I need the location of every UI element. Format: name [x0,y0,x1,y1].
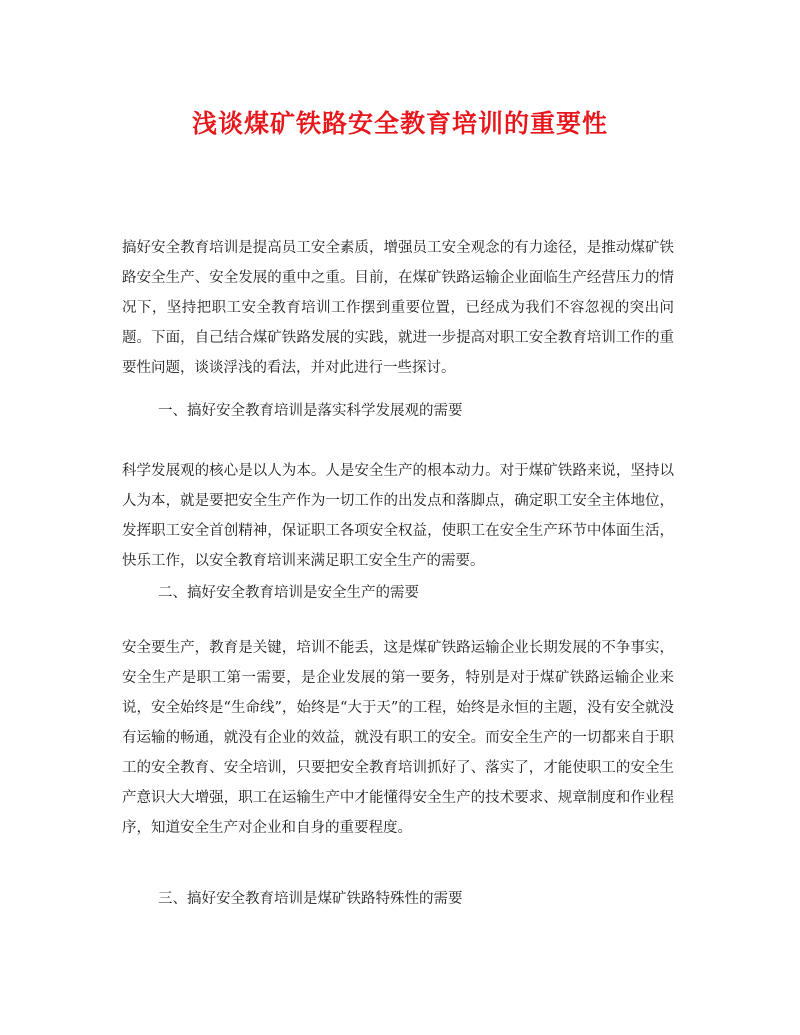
section-paragraph-2: 安全要生产，教育是关键，培训不能丢，这是煤矿铁路运输企业长期发展的不争事实，安全生产是职工第一需要，是企业发展的第一要务，特别是对于煤矿铁路运输企业来说，安全始终是“生命线”，始终是“大于天”的工程，始终是永恒的主题，没有安全就没有运输的畅通，就没有企业的效益，就没有职工的安全。而安全生产的一切都来自于职工的安全教育、安全培训，只要把安全教育培训抓好了、落实了，才能使职工的安全生产意识大大增强，职工在运输生产中才能懂得安全生产的技术要求、规章制度和作业程序，知道安全生产对企业和自身的重要程度。 [122,640,674,836]
section-heading-1: 一、搞好安全教育培训是落实科学发展观的需要 [158,403,463,419]
intro-paragraph: 搞好安全教育培训是提高员工安全素质，增强员工安全观念的有力途径，是推动煤矿铁路安全生产、安全发展的重中之重。目前，在煤矿铁路运输企业面临生产经营压力的情况下，坚持把职工安全教育培训工作摆到重要位置，已经成为我们不容忽视的突出问题。下面，自己结合煤矿铁路发展的实践，就进一步提高对职工安全教育培训工作的重要性问题，谈谈浮浅的看法，并对此进行一些探讨。 [122,240,674,376]
section-heading-2: 二、搞好安全教育培训是安全生产的需要 [158,585,419,601]
section-heading-3: 三、搞好安全教育培训是煤矿铁路特殊性的需要 [158,891,463,907]
document-title: 浅谈煤矿铁路安全教育培训的重要性 [191,109,608,138]
section-paragraph-1: 科学发展观的核心是以人为本。人是安全生产的根本动力。对于煤矿铁路来说，坚持以人为本，就是要把安全生产作为一切工作的出发点和落脚点，确定职工安全主体地位，发挥职工安全首创精神，保证职工各项安全权益，使职工在安全生产环节中体面生活，快乐工作，以安全教育培训来满足职工安全生产的需要。 [122,463,674,569]
